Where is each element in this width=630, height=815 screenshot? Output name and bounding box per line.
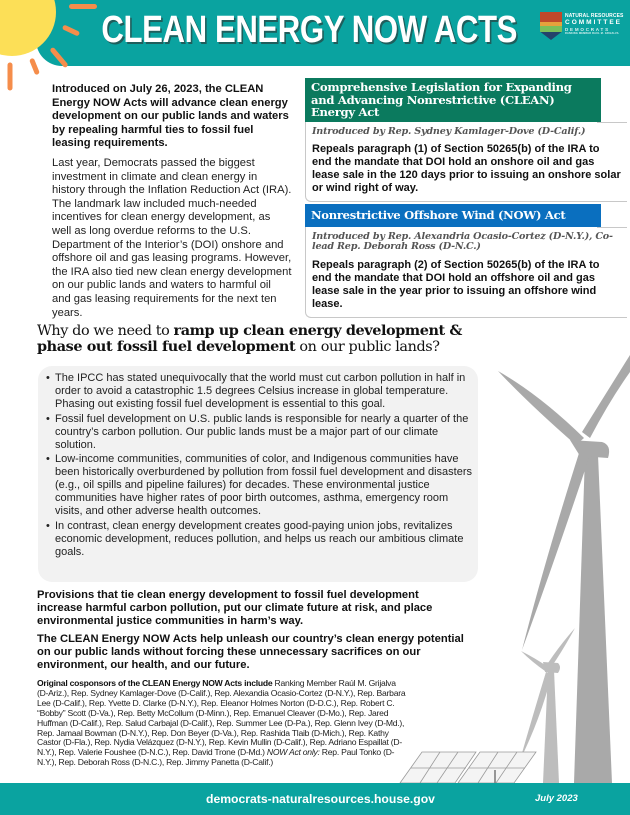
provisions-paragraph: Provisions that tie clean energy development to fossil fuel development increase harmful carbon pollution, put our climate future at risk, and place environmental justice communities in harm’s way. xyxy=(37,589,433,627)
sun-ray xyxy=(8,63,13,91)
committee-logo[interactable] xyxy=(540,12,624,42)
logo-line-1: NATURAL RESOURCES xyxy=(565,13,624,19)
cosponsors-lead: Original cosponsors of the CLEAN Energy NOW Acts include xyxy=(37,678,273,688)
now-only-list: Rep. Paul Tonko (D-N.Y.), Rep. Deborah Ross (D-N.C.), Rep. Jimmy Panetta (D-Calif.) xyxy=(37,747,395,768)
publication-date: July 2023 xyxy=(535,793,578,804)
why-heading xyxy=(37,323,477,355)
act-sponsor: Introduced by Rep. Alexandria Ocasio-Cortez (D-N.Y.), Co-lead Rep. Deborah Ross (D-N.C.) xyxy=(312,230,613,252)
provisions-paragraph: The CLEAN Energy NOW Acts help unleash our country’s clean energy potential on our public lands without forcing these unnecessary sacrifices on our environment, our health, and our future. xyxy=(37,633,464,671)
bullet-icon: • xyxy=(46,453,50,465)
act-title: Nonrestrictive Offshore Wind (NOW) Act xyxy=(305,204,601,227)
sun-ray xyxy=(29,58,40,76)
why-bullet xyxy=(46,412,475,452)
act-card-now xyxy=(305,204,627,318)
logo-line-4: RANKING MEMBER RAÚL M. GRIJALVA xyxy=(565,32,619,35)
provisions-section xyxy=(37,589,467,672)
intro-section xyxy=(52,83,292,320)
capitol-shield-icon xyxy=(540,12,562,40)
bullet-text: Fossil fuel development on U.S. public lands is responsible for nearly a quarter of the country’s carbon pollution. Our public lands must be a major part of our climate solution. xyxy=(55,412,469,451)
cosponsors-list: Ranking Member Raúl M. Grijalva (D-Ariz.), Rep. Sydney Kamlager-Dove (D-Calif.), Rep. Alexandia Ocasio-Cortez (D-N.Y.), Rep. Barbara Lee (D-Calif.), Rep. Yvette D. Clarke (D-N.Y.), Rep. Eleanor Holmes Norton (D-D.C.), Rep. Robert C. “Bobby” Scott (D-Va.), Rep. Betty McCollum (D-Minn.), Rep. Emanuel Cleaver (D-Mo.), Rep. Jared Huffman (D-Calif.), Rep. Salud Carbajal (D-Calif.), Rep. Summer Lee (D-Pa.), Rep. Glenn Ivey (D-Md.), Rep. Jamaal Bowman (D-N.Y.), Rep. Don Beyer (D-Va.), Rep. Rashida Tlaib (D-Mich.), Rep. Kathy Castor (D-Fla.), Rep. Nydia Velázquez (D-N.Y.), Rep. Kevin Mullin (D-Calif.), Rep. Adriano Espaillat (D-N.Y.), Rep. Valerie Foushee (D-N.C.), Rep. David Trone (D-Md.) xyxy=(37,678,406,758)
cosponsors-section xyxy=(37,679,407,768)
bullet-text: In contrast, clean energy development creates good-paying union jobs, revitalizes economic development, reduces pollution, and helps us reach our ambitious climate goals. xyxy=(55,519,464,558)
why-bullet-list xyxy=(46,372,475,560)
act-description: Repeals paragraph (2) of Section 50265(b) of the IRA to end the mandate that DOI hold an offshore oil and gas lease sale in the year prior to issuing an offshore wind lease. xyxy=(312,258,600,310)
why-heading-bold: ramp up clean energy development & phase out fossil fuel development xyxy=(37,322,463,355)
act-title: Comprehensive Legislation for Expanding and Advancing Nonrestrictive (CLEAN) Energy Act xyxy=(305,78,601,122)
act-details xyxy=(305,227,627,318)
logo-line-2: COMMITTEE xyxy=(565,19,622,26)
bullet-icon: • xyxy=(46,372,50,384)
act-details xyxy=(305,122,627,203)
bullet-text: The IPCC has stated unequivocally that the world must cut carbon pollution in half in order to avoid a catastrophic 1.5 degrees Celsius increase in global temperature. Phasing out existing fossil fuel development is essential to this goal. xyxy=(55,372,466,410)
intro-body: Last year, Democrats passed the biggest investment in climate and clean energy in history through the Inflation Reduction Act (IRA). The landmark law included much-needed incentives for clean energy development, as well as long overdue reforms to the U.S. Department of the Interior’s (DOI) onshore and offshore oil and gas leasing programs. However, the IRA also tied new clean energy development on our public lands and waters to harmful oil and gas leasing requirements for the next ten years. xyxy=(52,156,292,319)
page-title: CLEAN ENERGY NOW ACTS xyxy=(101,9,517,51)
logo-line-3: DEMOCRATS xyxy=(565,26,610,32)
wind-turbine-icon xyxy=(498,355,630,783)
why-bullet xyxy=(46,519,475,559)
website-link[interactable]: democrats-naturalresources.house.gov xyxy=(206,792,435,806)
why-heading-post: on our public lands? xyxy=(295,339,440,355)
why-heading-pre: Why do we need to xyxy=(37,323,174,339)
act-card-clean xyxy=(305,78,627,202)
footer xyxy=(0,783,630,815)
why-bullet xyxy=(46,372,475,411)
act-description: Repeals paragraph (1) of Section 50265(b) of the IRA to end the mandate that DOI hold an onshore oil and gas lease sale in the 120 days prior to issuing an onshore solar or wind right of way. xyxy=(312,143,621,194)
act-sponsor: Introduced by Rep. Sydney Kamlager-Dove (D-Calif.) xyxy=(312,125,586,137)
wind-turbine-icon xyxy=(520,628,575,783)
sun-ray xyxy=(69,4,97,9)
bullet-icon: • xyxy=(46,412,50,425)
bullet-icon: • xyxy=(46,519,50,532)
intro-lead: Introduced on July 26, 2023, the CLEAN Energy NOW Acts will advance clean energy development on our public lands and waters by repealing harmful ties to fossil fuel leasing requirements. xyxy=(52,83,289,150)
logo-text xyxy=(565,14,623,36)
bullet-text: Low-income communities, communities of color, and Indigenous communities have been historically overburdened by pollution from fossil fuel development and disasters (e.g., oil spills and pipeline failures) for decades. These environmental justice communities have higher rates of poor birth outcomes, asthma, emergency room visits, and other adverse health outcomes. xyxy=(55,453,473,517)
now-only-label: NOW Act only: xyxy=(266,747,320,758)
why-bullet xyxy=(46,453,475,518)
